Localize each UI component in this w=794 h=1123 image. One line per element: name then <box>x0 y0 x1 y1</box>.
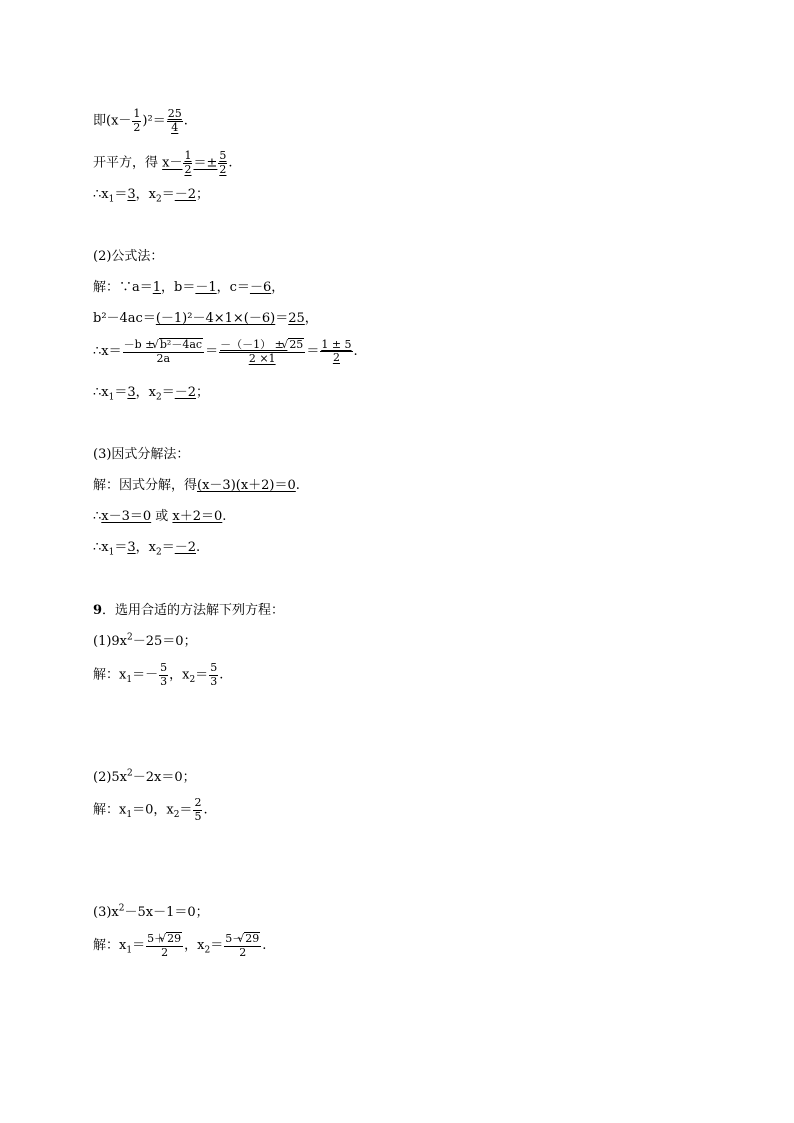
line-factors-zero: ∴x－3＝0 或 x＋2＝0. <box>93 509 227 524</box>
text: 即(x－ <box>93 113 132 129</box>
answer: －6 <box>249 280 272 295</box>
fraction-formula: $\frac{\text{－b ± √ b²－4ac}}{2a}$ <box>123 338 204 365</box>
sqrt: √ b²－4ac <box>159 338 203 352</box>
heading-formula-method: (2)公式法： <box>93 249 164 264</box>
answer: －1 <box>195 280 217 295</box>
answer: －2 <box>174 187 197 202</box>
answer: 25 <box>288 311 305 326</box>
answer: 3 <box>127 540 136 555</box>
question-number: 9 <box>93 603 103 618</box>
answer: (－1)²－4×1×(－6) <box>155 311 276 326</box>
question-9: 9．选用合适的方法解下列方程： <box>93 603 285 618</box>
fraction: $\frac{5}{3}$ <box>210 661 218 688</box>
fraction: $\frac{5-√ 29}{2}$ <box>224 932 261 959</box>
subquestion-3: $(3)x^2-5x-1=0$； <box>93 903 209 920</box>
answer: 3 <box>127 187 136 202</box>
fraction: $\frac{5}{3}$ <box>160 661 168 688</box>
answer-3: 解：$x_1=$ $\frac{5+√ 29}{2}$ ，$x_2=$ $\frac{5-√ 29}{2}$ . <box>93 932 266 959</box>
answer-1: 解：$x_1=-$ $\frac{5}{3}$ ，$x_2=$ $\frac{5}{3}$ . <box>93 661 224 688</box>
fraction: $\frac{5+√ 29}{2}$ <box>146 932 183 959</box>
line-roots-1: $\therefore x_1=3$，$x_2=-2$； <box>93 187 210 205</box>
answer: (x－3)(x＋2)＝0 <box>197 478 296 493</box>
text: )²＝ <box>142 113 166 129</box>
fraction: $\frac{1}{2}$ <box>133 107 141 134</box>
heading-factoring-method: (3)因式分解法： <box>93 447 190 462</box>
answer: 3 <box>127 385 136 400</box>
answer: x＋2＝0 <box>172 509 223 524</box>
answer: ＝± <box>193 155 218 171</box>
subquestion-2: $(2)5x^2-2x=0$； <box>93 768 196 785</box>
fraction: $\frac{2}{5}$ <box>194 796 202 823</box>
line-factored: 解：因式分解，得(x－3)(x＋2)＝0. <box>93 478 300 493</box>
answer: 1 <box>152 280 162 295</box>
line-roots-2: $\therefore x_1=3$，$x_2=-2$； <box>93 385 210 403</box>
answer: x－3＝0 <box>101 509 152 524</box>
fraction-answer: $\frac{-(-1) \pm √ 25}{2 \times 1}$ <box>219 338 305 365</box>
line-square-root: 开平方，得 x－ $\frac{1}{2}$ ＝± $\frac{5}{2}$ . <box>93 149 233 176</box>
line-completed-square: 即(x－ $\frac{1}{2}$ )²＝ $\frac{25}{4}$ . <box>93 107 188 134</box>
line-discriminant: b²－4ac＝(－1)²－4×1×(－6)＝25， <box>93 311 318 326</box>
answer: x－ <box>162 155 183 171</box>
answer-2: 解：$x_1=0$，$x_2=$ $\frac{2}{5}$ . <box>93 796 208 823</box>
sqrt: √ 29 <box>244 932 260 946</box>
line-coefficients: 解：∵a＝1，b＝－1，c＝－6， <box>93 280 285 295</box>
fraction-answer: $\frac{1 \pm 5}{2}$ <box>321 337 352 365</box>
sqrt: √ 29 <box>166 932 182 946</box>
sqrt: √ 25 <box>288 338 304 352</box>
answer: －2 <box>174 540 197 555</box>
line-roots-3: $\therefore x_1=3$，$x_2=-2$. <box>93 540 201 558</box>
fraction-answer: $\frac{25}{4}$ <box>167 107 182 134</box>
subquestion-1: $(1)9x^2-25=0$； <box>93 632 197 649</box>
answer: －2 <box>174 385 197 400</box>
text: 开平方，得 <box>93 155 163 171</box>
fraction-answer: $\frac{1}{2}$ <box>184 149 192 176</box>
line-quadratic-formula: ∴x＝ $\frac{\text{－b ± √ b²－4ac}}{2a}$ ＝ $\frac{-(-1) \pm √ 25}{2 \times 1}$ ＝ $\frac{1 \pm 5}{2}$ . <box>93 338 358 365</box>
fraction-answer: $\frac{5}{2}$ <box>219 149 227 176</box>
